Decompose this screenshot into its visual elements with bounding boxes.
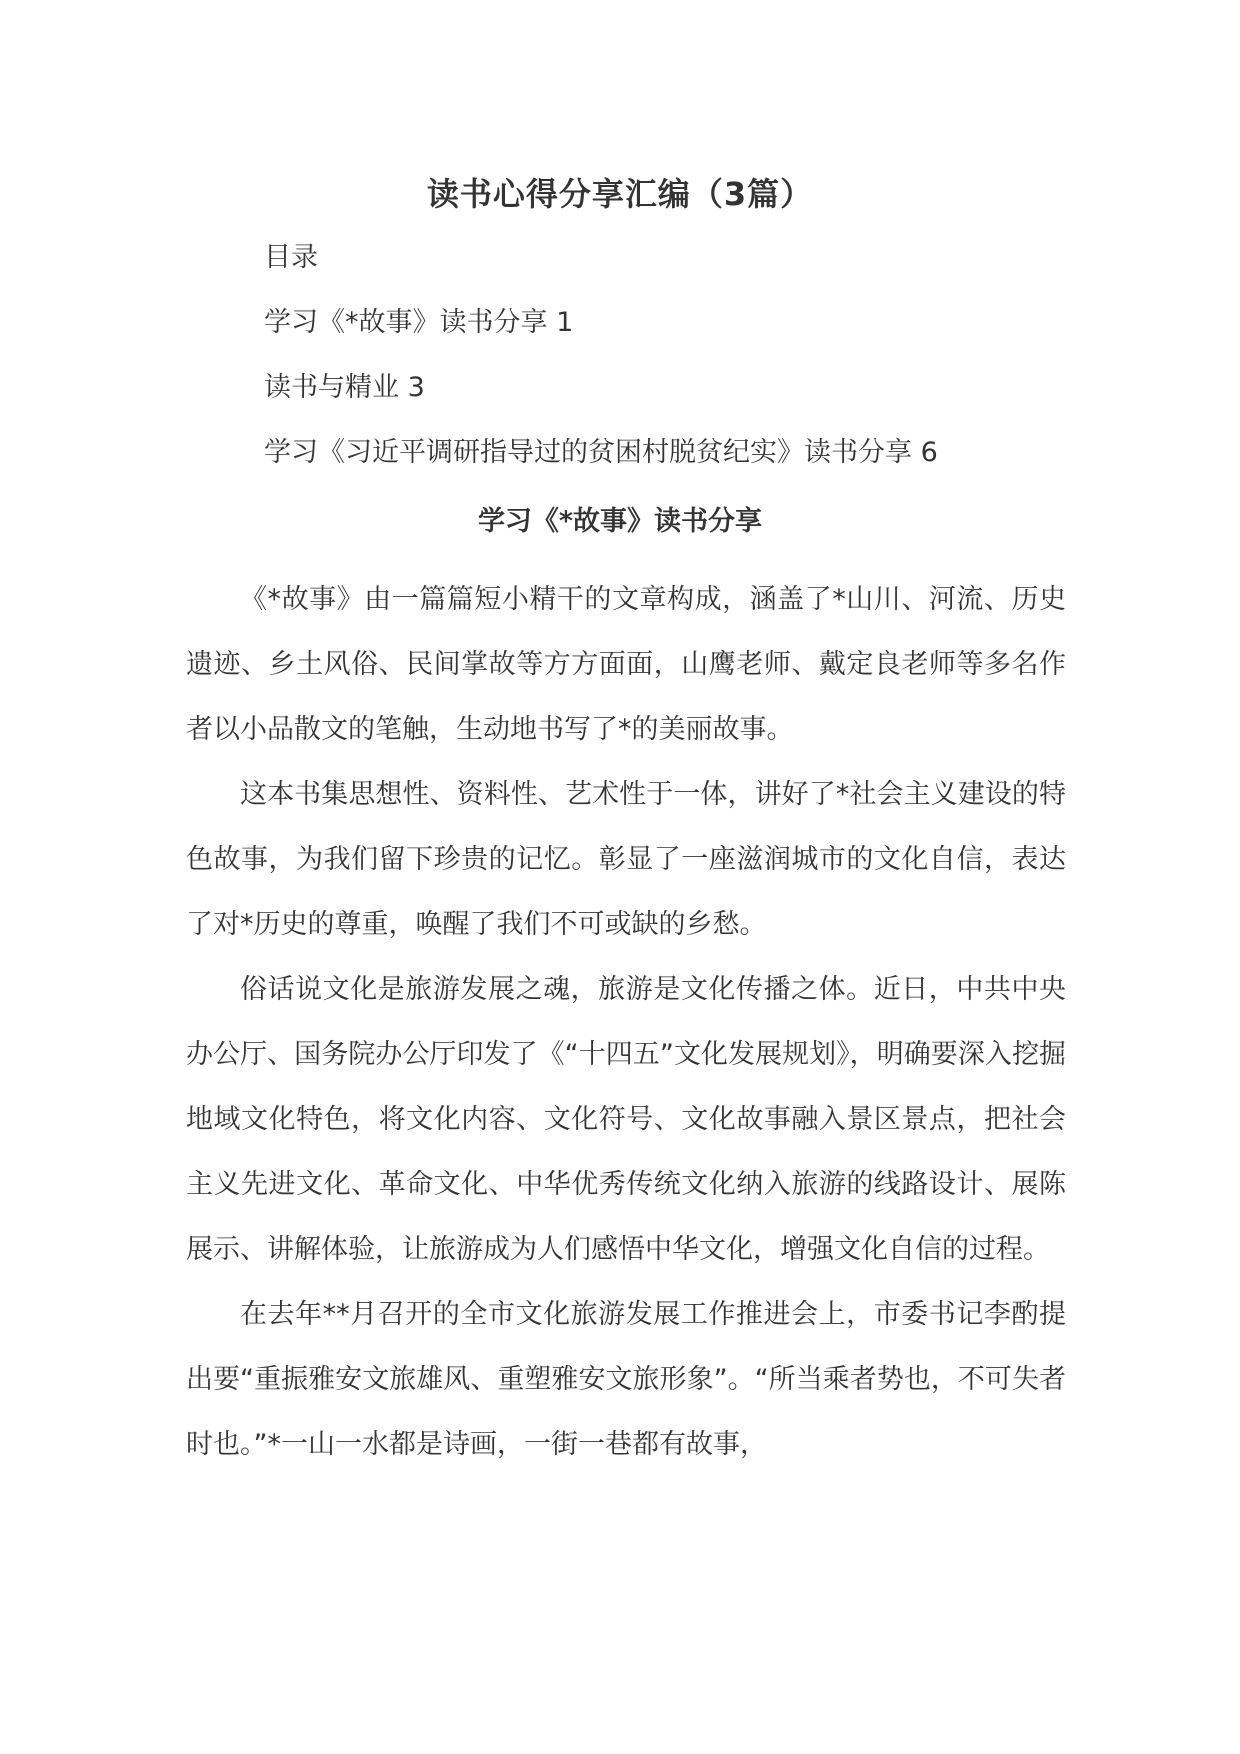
body-paragraph-2: 这本书集思想性、资料性、艺术性于一体，讲好了*社会主义建设的特色故事，为我们留下珍贵的记忆。彰显了一座滋润城市的文化自信，表达了对*历史的尊重，唤醒了我们不可或缺的乡愁。 (186, 779, 1066, 940)
body-paragraph-3: 俗话说文化是旅游发展之魂，旅游是文化传播之体。近日，中共中央办公厅、国务院办公厅印发了《“十四五”文化发展规划》，明确要深入挖掘地域文化特色，将文化内容、文化符号、文化故事融入景区景点，把社会主义先进文化、革命文化、中华优秀传统文化纳入旅游的线路设计、展陈展示、讲解体验，让旅游成为人们感悟中华文化，增强文化自信的过程。 (186, 974, 1066, 1265)
toc-item-3: 学习《习近平调研指导过的贫困村脱贫纪实》读书分享 6 (264, 437, 938, 468)
body-paragraph-4: 在去年**月召开的全市文化旅游发展工作推进会上，市委书记李酌提出要“重振雅安文旅雄风、重塑雅安文旅形象”。“所当乘者势也，不可失者时也。”*一山一水都是诗画，一街一巷都有故事， (186, 1299, 1066, 1460)
section-body (186, 567, 1066, 1477)
toc-heading: 目录 (264, 242, 318, 273)
toc-item-2: 读书与精业 3 (264, 372, 425, 403)
document-title: 读书心得分享汇编（3篇） (426, 175, 814, 213)
section-title: 学习《*故事》读书分享 (477, 506, 763, 537)
body-paragraph-1: 《*故事》由一篇篇短小精干的文章构成，涵盖了*山川、河流、历史遗迹、乡土风俗、民间掌故等方方面面，山鹰老师、戴定良老师等多名作者以小品散文的笔触，生动地书写了*的美丽故事。 (186, 584, 1066, 745)
toc-item-1: 学习《*故事》读书分享 1 (264, 307, 574, 338)
